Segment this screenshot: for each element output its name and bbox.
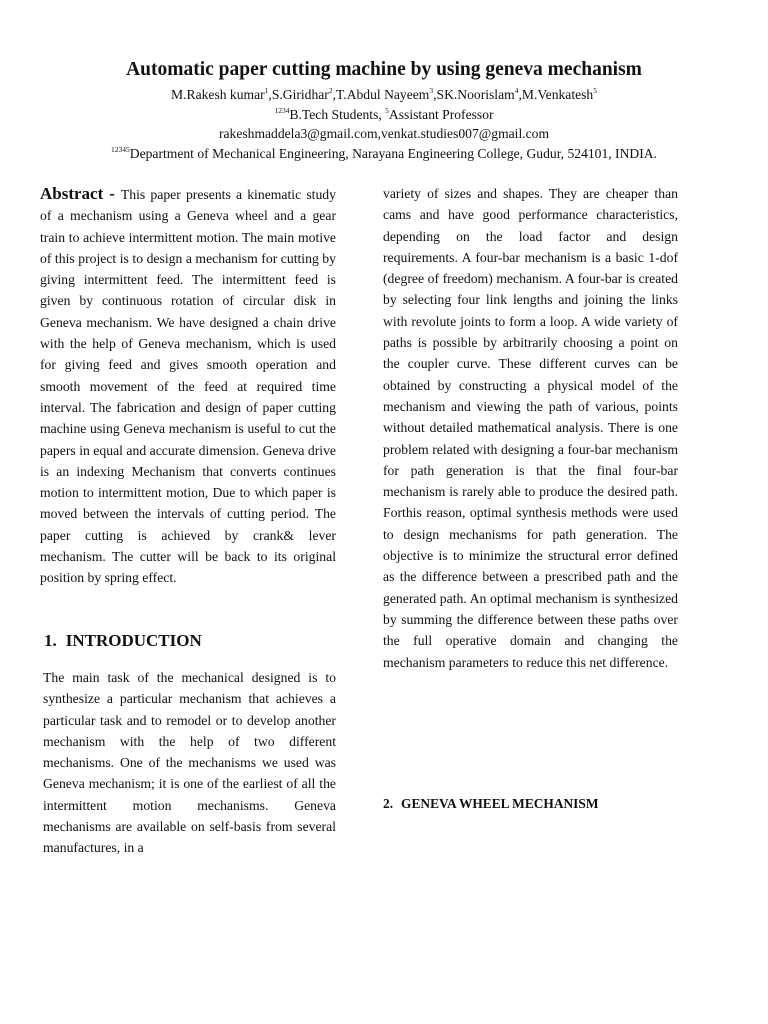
author-affiliation-mark: 4	[514, 86, 519, 95]
paper-header	[0, 58, 768, 163]
author-name: M.Venkatesh	[521, 87, 594, 102]
introduction-paragraph: The main task of the mechanical designed is to synthesize a particular mechanism that achieves a particular task and to remodel or to develop another mechanism with the help of two different mechanisms. One of the mechanisms we used was Geneva mechanism; it is one of the earliest of all the intermittent motion mechanisms. Geneva mechanisms are available on self-basis from several manufactures, in a	[43, 670, 336, 856]
section-number: 2.	[383, 796, 394, 811]
author-name: SK.Noorislam	[436, 87, 515, 102]
author-affiliation-mark: 5	[593, 86, 597, 95]
paper-title: Automatic paper cutting machine by using geneva mechanism	[126, 59, 642, 80]
author-list: M.Rakesh kumar$^1$,S.Giridhar$^2$,T.Abdul Nayeem$^3$,SK.Noorislam$^4$,M.Venkatesh$^5$	[171, 86, 597, 102]
author-affiliation-mark: 1	[264, 86, 269, 95]
author-department: $^{12345}$Department of Mechanical Engineering, Narayana Engineering College, Gudur, 524101, INDIA.	[111, 144, 657, 161]
author-name: M.Rakesh kumar	[171, 87, 265, 102]
abstract-paragraph: Abstract - This paper presents a kinematic study of a mechanism using a Geneva wheel and a gear train to achieve intermittent motion. The main motive of this project is to design a mechanism for cutting by giving intermittent feed. The intermittent feed is given by continuous rotation of circular disk in Geneva mechanism. We have designed a chain drive with the help of Geneva mechanism, which is used for giving feed and gives smooth operation and smooth movement of the feed at required time interval. The fabrication and design of paper cutting machine using Geneva mechanism is useful to cut the papers in equal and accurate dimension. Geneva drive is an indexing Mechanism that converts continues motion to intermittent motion, Due to which paper is moved between the intervals of cutting period. The paper cutting is achieved by crank& lever mechanism. The cutter will be back to its original position by spring effect.	[40, 184, 336, 586]
introduction-paragraph-continued: variety of sizes and shapes. They are cheaper than cams and have good performance characteristics, depending on the load factor and design requirements. A four-bar mechanism is a basic 1-dof (degree of freedom) mechanism. A four-bar is created by selecting four link lengths and joining the links with revolute joints to form a loop. A wide variety of paths is possible by arbitrarily choosing a point on the coupler curve. These different curves can be obtained by constructing a physical model of the mechanism and viewing the path of various, points without detailed mathematical analysis. There is one problem related with designing a four-bar mechanism for path generation is that the final four-bar mechanism is rarely able to produce the desired path. Forthis reason, optimal synthesis methods were used to design mechanisms for path generation. The objective is to minimize the structural error defined as the difference between a prescribed path and the generated path. An optimal mechanism is synthesized by summing the difference between these paths over the full operative domain and changing the mechanism parameters to reduce this net difference.	[383, 186, 678, 670]
abstract-section	[40, 183, 336, 589]
geneva-section-heading	[383, 795, 683, 813]
introduction-body-left	[43, 667, 336, 859]
section-number: 1.	[44, 631, 57, 650]
section-title: GENEVA WHEEL MECHANISM	[401, 796, 599, 811]
abstract-body: This paper presents a kinematic study of a mechanism using a Geneva wheel and a gear train to achieve intermittent motion. The main motive of this project is to design a mechanism for cutting by giving intermittent feed. The intermittent feed is given by continuous rotation of circular disk in Geneva mechanism. We have designed a chain drive with the help of Geneva mechanism, which is used for giving feed and gives smooth operation and smooth movement of the feed at required time interval. The fabrication and design of paper cutting machine using Geneva mechanism is useful to cut the papers in equal and accurate dimension. Geneva drive is an indexing Mechanism that converts continues motion to intermittent motion, Due to which paper is moved between the intervals of cutting period. The paper cutting is achieved by crank& lever mechanism. The cutter will be back to its original position by spring effect.	[40, 187, 336, 586]
author-affiliation-mark: 2	[328, 86, 333, 95]
author-roles: $^{1234}$B.Tech Students, $^5$Assistant Professor	[274, 105, 494, 122]
author-affiliation-mark: 3	[429, 86, 434, 95]
introduction-body-right	[383, 183, 678, 673]
author-name: S.Giridhar	[271, 87, 329, 102]
author-name: T.Abdul Nayeem	[336, 87, 430, 102]
introduction-heading	[44, 630, 336, 652]
section-title: INTRODUCTION	[65, 631, 202, 650]
abstract-heading: Abstract	[40, 184, 104, 203]
author-emails: rakeshmaddela3@gmail.com,venkat.studies007@gmail.com	[218, 126, 550, 141]
